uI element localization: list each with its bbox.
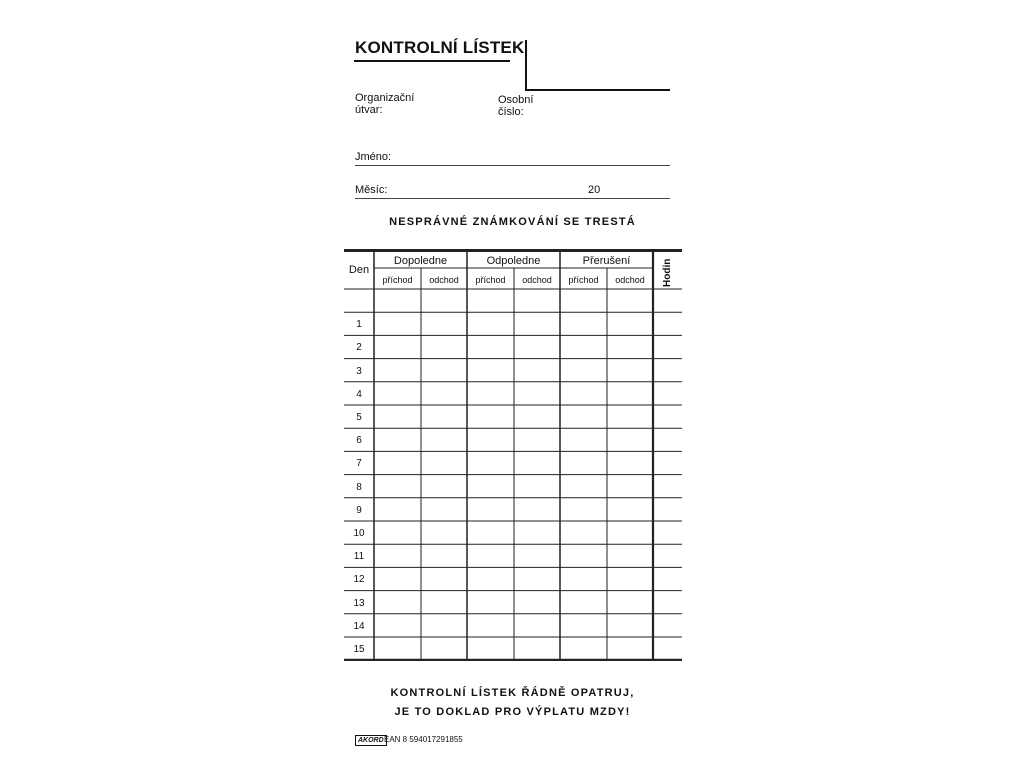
group-header-afternoon: Odpoledne	[486, 255, 541, 267]
day-number: 9	[356, 504, 362, 516]
corner-box-vertical-line	[525, 40, 527, 90]
day-number: 13	[353, 597, 365, 609]
corner-box-horizontal-line	[525, 89, 670, 91]
group-header-morning: Dopoledne	[393, 255, 448, 267]
month-label: Měsíc:	[355, 184, 388, 196]
footer-line2: JE TO DOKLAD PRO VÝPLATU MZDY!	[394, 706, 631, 718]
brand-logo: AKORD	[355, 735, 387, 746]
day-number: 11	[353, 551, 365, 563]
day-number: 10	[353, 528, 365, 539]
day-number: 3	[356, 365, 362, 377]
name-field[interactable]	[355, 151, 670, 166]
attendance-table	[344, 249, 682, 661]
day-number: 8	[356, 481, 362, 493]
month-field[interactable]	[355, 184, 670, 199]
personal-number-label-line1: Osobní	[498, 94, 534, 106]
day-number: 12	[353, 574, 365, 586]
org-unit-label-line2: útvar:	[355, 104, 383, 116]
sub-header-arrival: příchod	[382, 275, 413, 285]
day-number: 7	[356, 458, 362, 470]
day-number: 4	[356, 388, 362, 400]
group-header-break: Přerušení	[582, 255, 631, 267]
day-number: 1	[356, 319, 362, 331]
day-number: 2	[356, 342, 362, 354]
personal-number-label-line2: číslo:	[498, 106, 524, 118]
title-underline	[354, 60, 510, 62]
warning-text: NESPRÁVNÉ ZNÁMKOVÁNÍ SE TRESTÁ	[389, 216, 636, 228]
control-card	[340, 30, 685, 760]
sub-header-departure: odchod	[522, 275, 552, 285]
day-number: 15	[353, 644, 365, 655]
org-unit-label-line1: Organizační	[355, 92, 415, 104]
sub-header-arrival: příchod	[568, 275, 599, 285]
name-label: Jméno:	[355, 151, 392, 163]
day-number: 6	[356, 435, 362, 447]
day-number: 5	[356, 412, 362, 423]
sub-header-arrival: příchod	[475, 275, 506, 285]
ean-code: EAN 8 594017291855	[384, 735, 463, 744]
table-grid-lines	[344, 249, 682, 661]
hours-header: Hodin	[662, 258, 673, 287]
sub-header-departure: odchod	[615, 275, 645, 285]
sub-header-departure: odchod	[429, 275, 459, 285]
footer-line1: KONTROLNÍ LÍSTEK ŘÁDNĚ OPATRUJ,	[390, 687, 635, 699]
card-title: KONTROLNÍ LÍSTEK	[355, 38, 525, 57]
year-prefix: 20	[588, 184, 601, 196]
day-number: 14	[353, 620, 365, 632]
day-header: Den	[348, 264, 370, 276]
